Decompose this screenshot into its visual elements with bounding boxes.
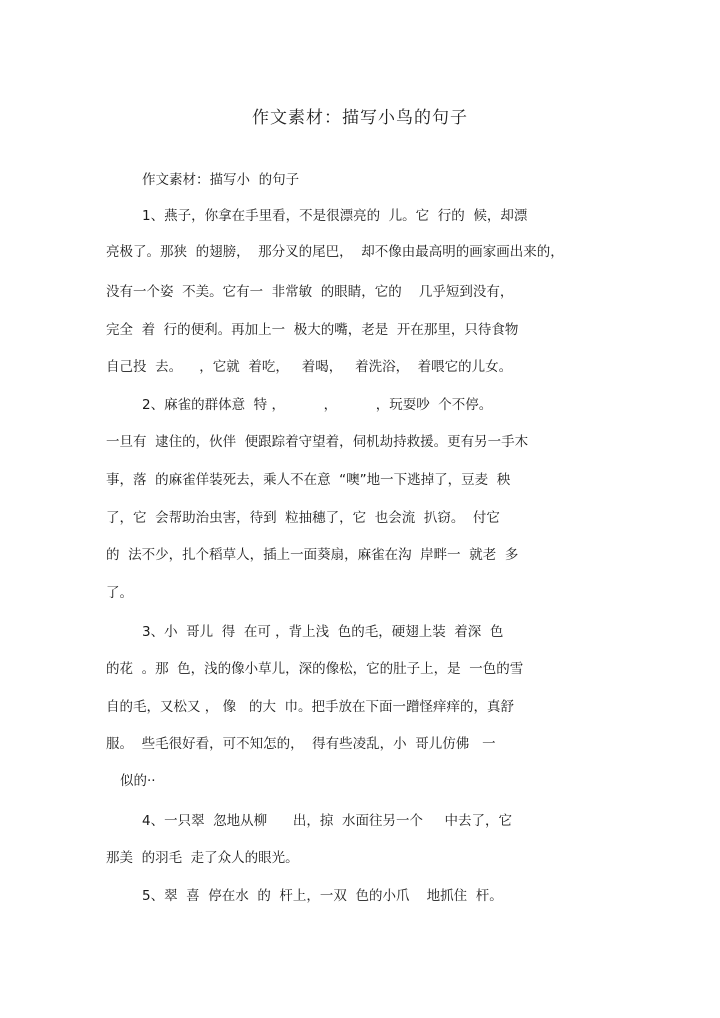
text-line: 事，落 的麻雀佯装死去，乘人不在意 “噢”地一下逃掉了，豆麦 秧 [106,472,511,488]
text-line: 1、燕子，你拿在手里看，不是很漂亮的 儿。它 行的 候，却漂 [142,208,528,224]
subtitle-line: 作文素材：描写小 的句子 [142,172,300,188]
text-line: 似的·· [120,773,156,789]
text-line: 一旦有 逮住的，伙伴 便跟踪着守望着，伺机劫持救援。更有另一手木 [106,434,529,450]
text-line: 没有一个姿 不美。它有一 非常敏 的眼睛，它的 几乎短到没有， [106,284,514,300]
document-title: 作文素材：描写小鸟的句子 [252,108,468,128]
text-line: 自的毛，又松又 ， 像 的大 巾。把手放在下面一蹭怪痒痒的，真舒 [106,699,515,715]
text-line: 5、翠 喜 停在水 的 杆上，一双 色的小爪 地抓住 杆。 [142,888,503,904]
text-line: 3、小 哥儿 得 在可 ，背上浅 色的毛，硬翅上装 着深 色 [142,624,504,640]
text-line: 那美 的羽毛 走了众人的眼光。 [106,850,299,866]
text-line: 自己投 去。 ，它就 着吃， 着喝， 着洗浴， 着喂它的儿女。 [106,359,513,375]
text-line: 服。 些毛很好看，可不知怎的， 得有些凌乱，小 哥儿仿佛 一 [106,736,496,752]
text-line: 2、麻雀的群体意 特 ， ， ，玩耍吵 个不停。 [142,397,493,413]
text-line: 4、一只翠 忽地从柳 出，掠 水面往另一个 中去了，它 [142,813,512,829]
text-line: 的 法不少，扎个稻草人，插上一面葵扇，麻雀在沟 岸畔一 就老 多 [106,547,519,563]
text-line: 了，它 会帮助治虫害，待到 粒抽穗了，它 也会流 扒窃。 付它 [106,510,500,526]
text-line: 亮极了。那狭 的翅膀， 那分叉的尾巴， 却不像由最高明的画家画出来的， [106,244,564,260]
text-line: 了。 [106,585,133,601]
text-line: 的花 。那 色，浅的像小草儿，深的像松，它的肚子上，是 一色的雪 [106,661,524,677]
text-line: 完全 着 行的便利。再加上一 极大的嘴，老是 开在那里，只待食物 [106,322,519,338]
